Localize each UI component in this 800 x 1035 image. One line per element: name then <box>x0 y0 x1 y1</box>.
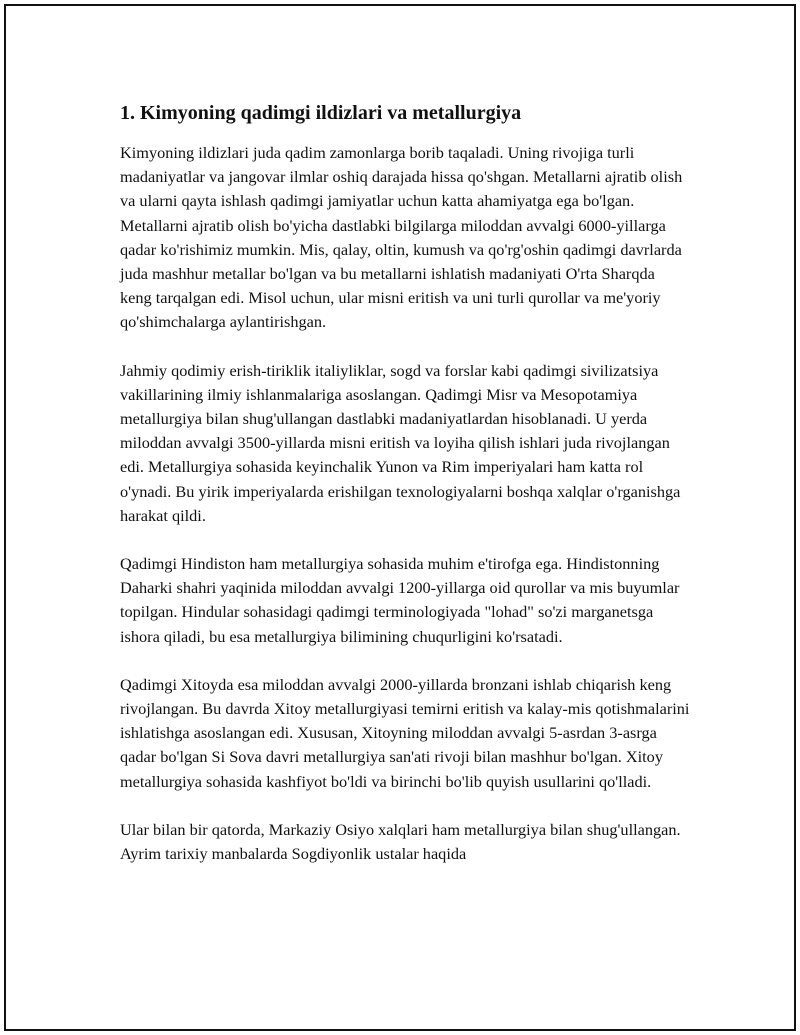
document-body <box>120 100 690 890</box>
section-heading: 1. Kimyoning qadimgi ildizlari va metallurgiya <box>120 102 522 124</box>
paragraph-3: Qadimgi Hindiston ham metallurgiya sohasida muhim e'tirofga ega. Hindistonning Daharki shahri yaqinida miloddan avvalgi 1200-yillarga oid qurollar va mis buyumlar topilgan. Hindular sohasidagi qadimgi terminologiyada "lohad" so'zi marganetsga ishora qiladi, bu esa metallurgiya bilimining chuqurligini ko'rsatadi. <box>120 554 680 646</box>
paragraph-5: Ular bilan bir qatorda, Markaziy Osiyo xalqlari ham metallurgiya bilan shug'ullangan. Ayrim tarixiy manbalarda Sogdiyonlik ustalar haqida <box>120 819 681 864</box>
paragraph-1: Kimyoning ildizlari juda qadim zamonlarga borib taqaladi. Uning rivojiga turli madaniyatlar va jangovar ilmlar oshiq darajada hissa qo'shgan. Metallarni ajratib olish va ularni qayta ishlash qadimgi jamiyatlar uchun katta ahamiyatga ega bo'lgan. Metallarni ajratib olish bo'yicha dastlabki bilgilarga miloddan avvalgi 6000-yillarga qadar ko'rishimiz mumkin. Mis, qalay, oltin, kumush va qo'rg'oshin qadimgi davrlarda juda mashhur metallar bo'lgan va bu metallarni ishlatish madaniyati O'rta Sharqda keng tarqalgan edi. Misol uchun, ular misni eritish va uni turli qurollar va me'yoriy qo'shimchalarga aylantirishgan. <box>120 143 683 332</box>
paragraph-2: Jahmiy qodimiy erish-tiriklik italiyliklar, sogd va forslar kabi qadimgi sivilizatsiya vakillarining ilmiy ishlanmalariga asoslangan. Qadimgi Misr va Mesopotamiya metallurgiya bilan shug'ullangan dastlabki madaniyatlardan hisoblanadi. U yerda miloddan avvalgi 3500-yillarda misni eritish va loyiha qilish ishlari juda rivojlangan edi. Metallurgiya sohasida keyinchalik Yunon va Rim imperiyalari ham katta rol o'ynadi. Bu yirik imperiyalarda erishilgan texnologiyalarni boshqa xalqlar o'rganishga harakat qildi. <box>120 360 681 525</box>
paragraph-4: Qadimgi Xitoyda esa miloddan avvalgi 2000-yillarda bronzani ishlab chiqarish keng rivojlangan. Bu davrda Xitoy metallurgiyasi temirni eritish va kalay-mis qotishmalarini ishlatishga asoslangan edi. Xususan, Xitoyning miloddan avvalgi 5-asrdan 3-asrga qadar bo'lgan Si Sova davri metallurgiya san'ati rivoji bilan mashhur bo'lgan. Xitoy metallurgiya sohasida kashfiyot bo'ldi va birinchi bo'lib quyish usullarini qo'lladi. <box>120 674 690 791</box>
page-frame <box>4 4 796 1031</box>
